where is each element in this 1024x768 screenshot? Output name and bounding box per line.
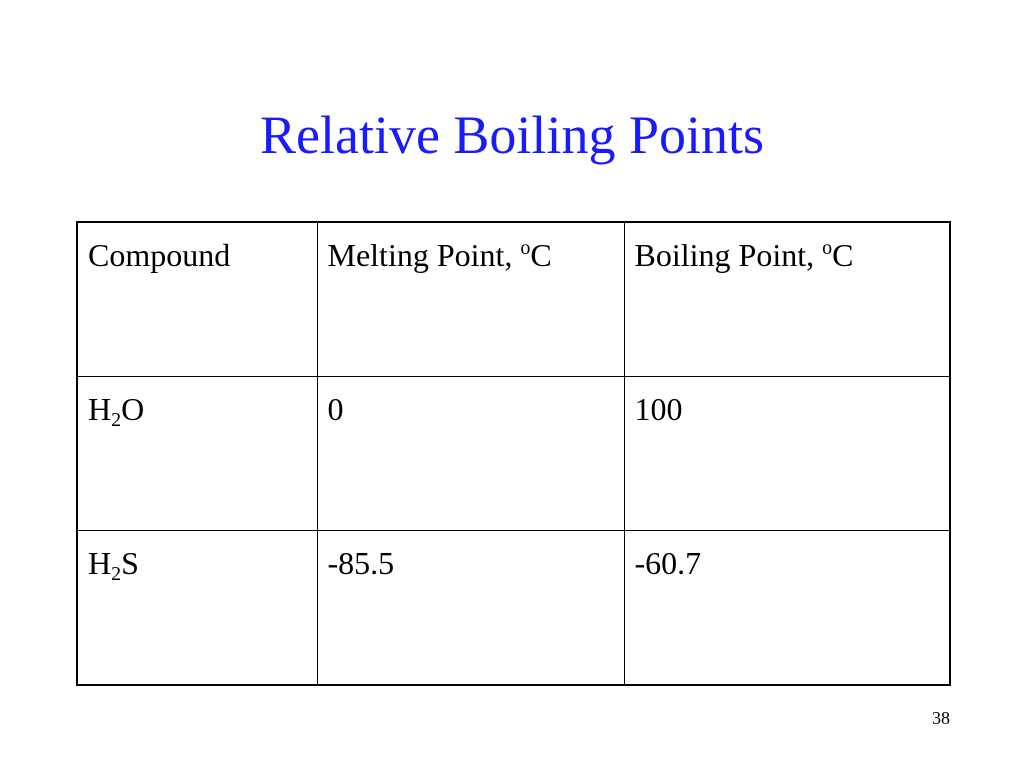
cell-compound: $H_2O$ <box>77 376 317 530</box>
subscript: 2 <box>111 562 122 585</box>
slide-title: Relative Boiling Points <box>259 105 764 165</box>
degree-superscript: o <box>520 237 531 259</box>
header-boiling-point: Boiling Point, $^o$C <box>624 222 950 376</box>
cell-boiling-point: 100 <box>624 376 950 530</box>
cell-boiling-point: -60.7 <box>624 530 950 685</box>
table-row <box>77 530 950 685</box>
page-number: 38 <box>932 708 950 728</box>
table-row <box>77 376 950 530</box>
cell-compound: $H_2S$ <box>77 530 317 685</box>
subscript: 2 <box>111 408 122 431</box>
cell-melting-point: 0 <box>317 376 624 530</box>
header-compound: Compound <box>77 222 317 376</box>
cell-melting-point: -85.5 <box>317 530 624 685</box>
degree-superscript: o <box>822 237 833 259</box>
table-header-row <box>77 222 950 376</box>
boiling-points-table <box>76 221 951 686</box>
header-melting-point: Melting Point, $^o$C <box>317 222 624 376</box>
